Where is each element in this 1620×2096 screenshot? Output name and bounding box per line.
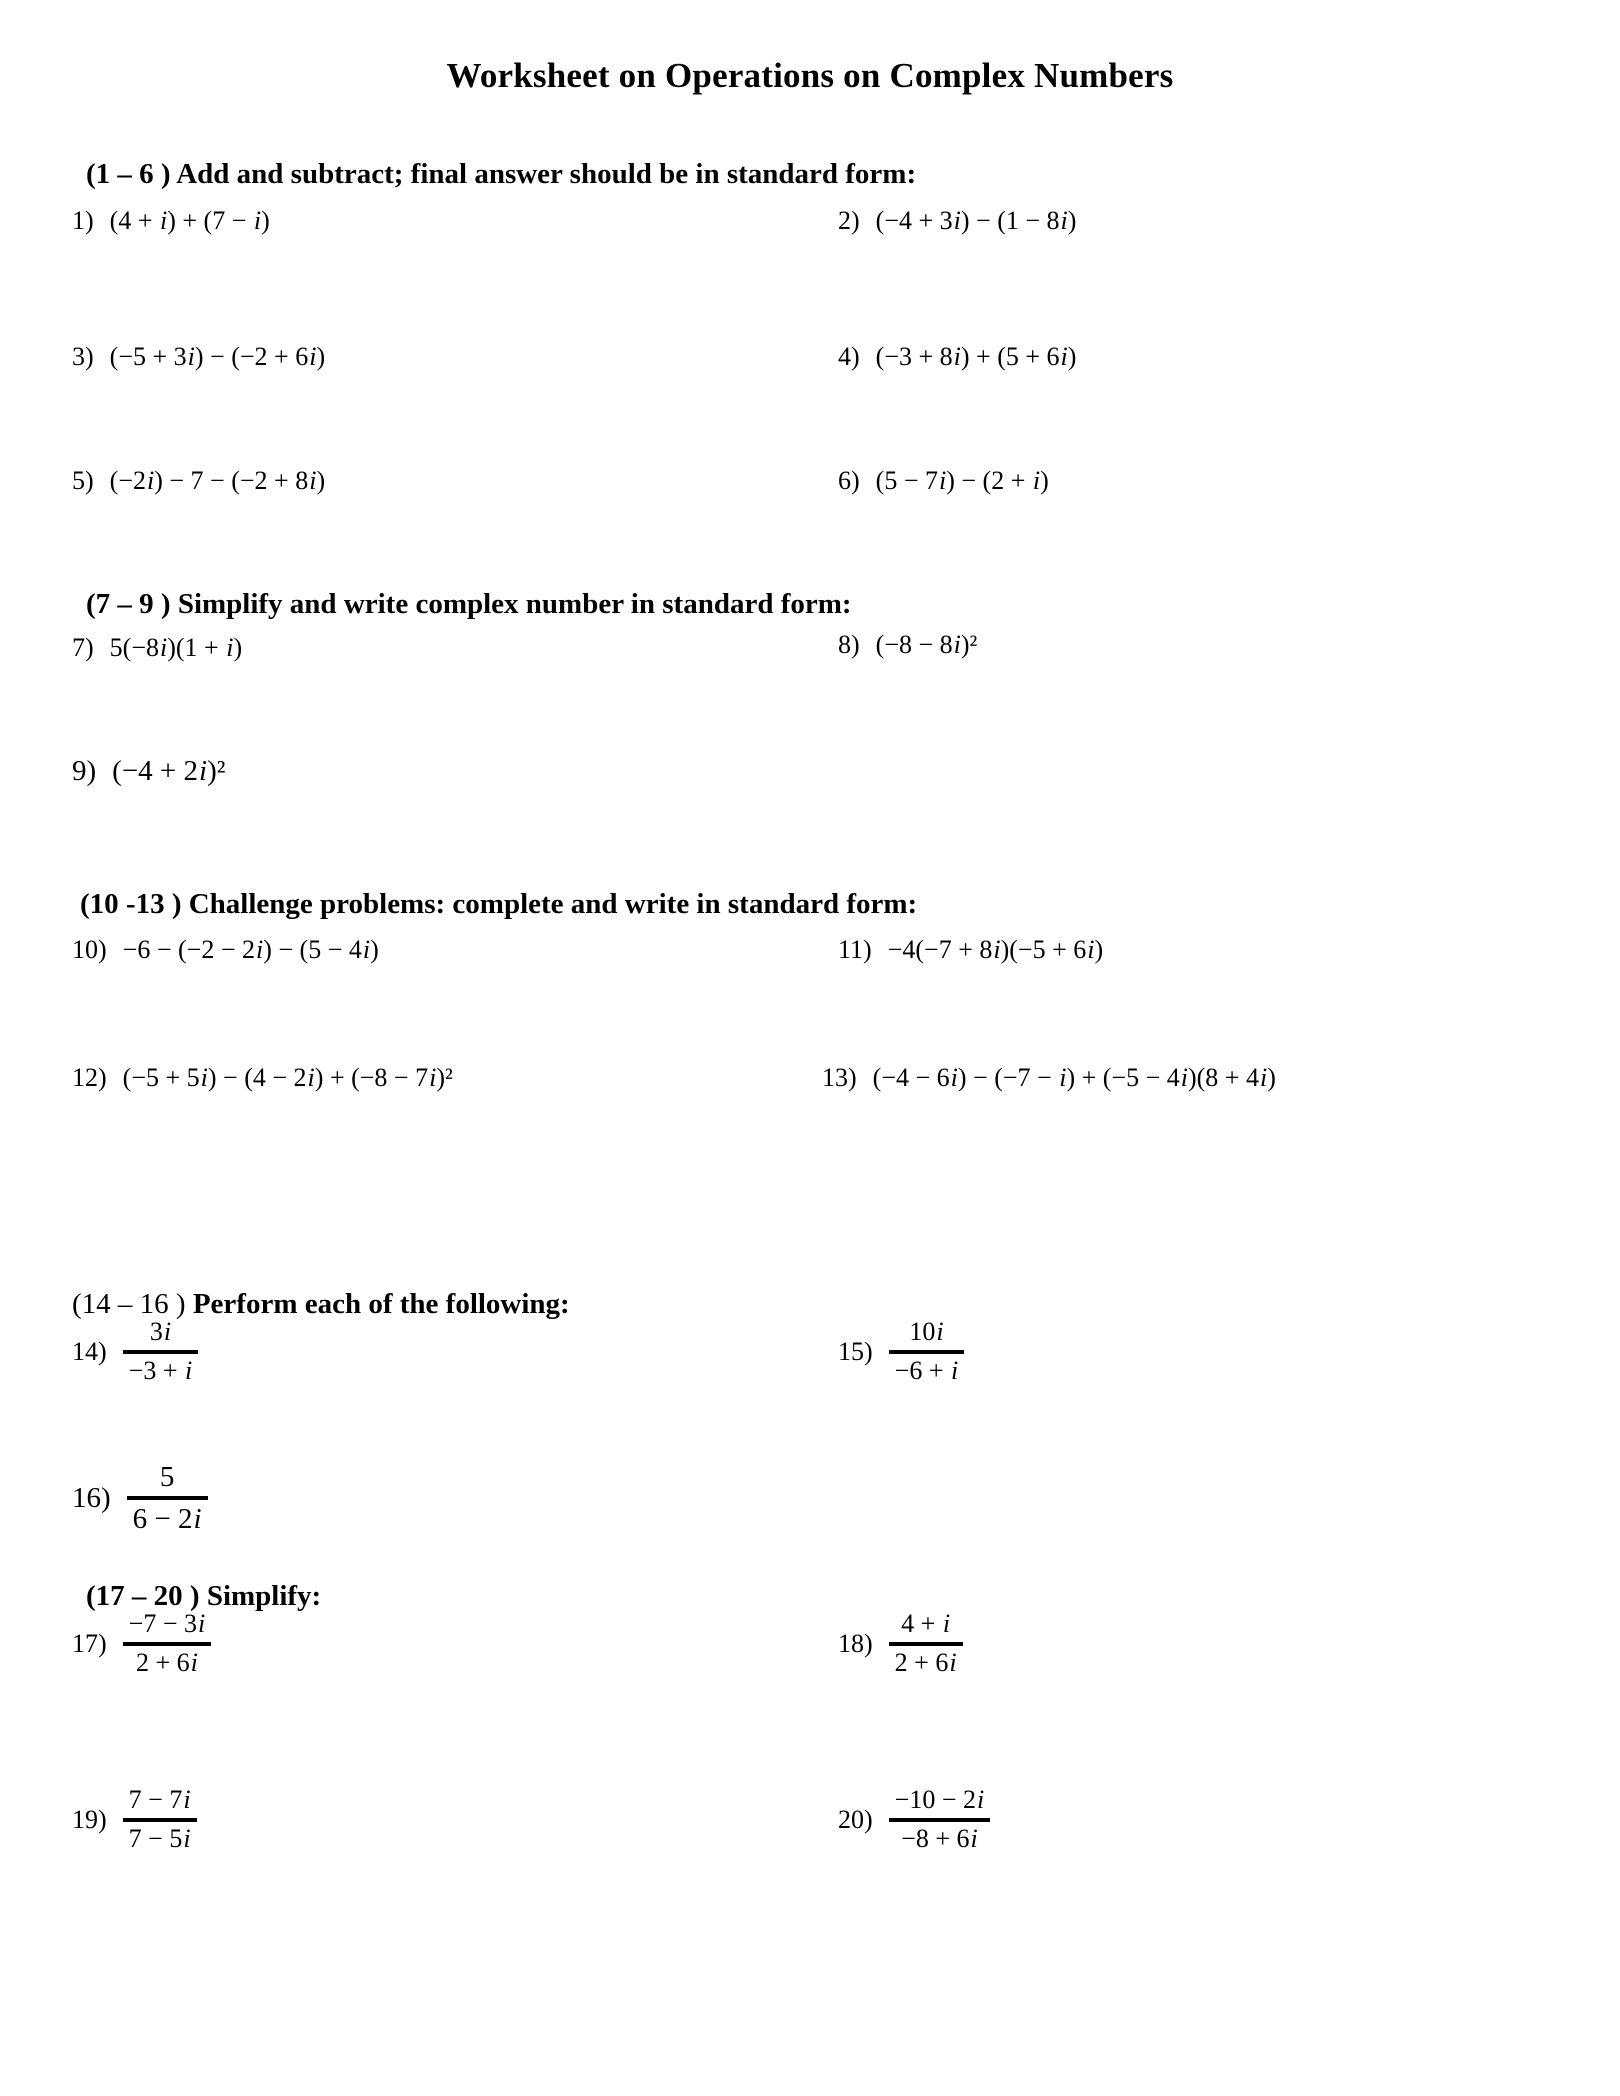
problem-20-denominator: −8 + 6i (901, 1823, 978, 1853)
section-header-1 (86, 158, 916, 191)
problem-18-number: 18) (838, 1628, 873, 1658)
problem-15-denominator: −6 + i (894, 1355, 959, 1385)
problem-15-number: 15) (838, 1336, 873, 1366)
problem-3-number: 3) (72, 342, 94, 371)
problem-15-fraction (889, 1315, 965, 1388)
problem-19-denominator: 7 − 5i (128, 1823, 191, 1853)
problem-11-number: 11) (838, 935, 872, 964)
problem-10-number: 10) (72, 935, 107, 964)
problem-4-expression: (−3 + 8i) + (5 + 6i) (875, 342, 1077, 371)
section-header-2 (86, 588, 852, 621)
problem-4-number: 4) (838, 342, 860, 371)
problem-20-fraction (889, 1783, 991, 1856)
section-4-range: (14 – 16 ) (72, 1288, 193, 1320)
problem-8-expression: (−8 − 8i)² (875, 630, 978, 659)
problem-2-expression: (−4 + 3i) − (1 − 8i) (875, 206, 1077, 235)
problem-2 (838, 206, 1076, 236)
section-header-3 (80, 888, 917, 921)
problem-16 (72, 1458, 208, 1539)
problem-1-number: 1) (72, 206, 94, 235)
problem-6 (838, 466, 1049, 496)
problem-7-number: 7) (72, 633, 94, 662)
problem-14-numerator: 3i (149, 1317, 172, 1346)
problem-7 (72, 633, 242, 663)
problem-12 (72, 1063, 453, 1093)
page-title: Worksheet on Operations on Complex Numbers (446, 56, 1174, 95)
problem-6-expression: (5 − 7i) − (2 + i) (875, 466, 1049, 495)
problem-14 (72, 1315, 198, 1388)
problem-10-expression: −6 − (−2 − 2i) − (5 − 4i) (122, 935, 379, 964)
section-5-title: (17 – 20 ) Simplify: (86, 1580, 322, 1612)
problem-6-number: 6) (838, 466, 860, 495)
problem-18-fraction (889, 1607, 963, 1680)
problem-1-expression: (4 + i) + (7 − i) (109, 206, 270, 235)
problem-20-number: 20) (838, 1804, 873, 1834)
problem-20 (838, 1783, 990, 1856)
problem-14-number: 14) (72, 1336, 107, 1366)
problem-18-denominator: 2 + 6i (894, 1647, 957, 1677)
problem-11-expression: −4(−7 + 8i)(−5 + 6i) (887, 935, 1104, 964)
section-4-title: Perform each of the following: (192, 1288, 570, 1320)
problem-7-expression: 5(−8i)(1 + i) (109, 633, 243, 662)
section-3-title: (10 -13 ) Challenge problems: complete and write in standard form: (80, 888, 918, 920)
problem-17-denominator: 2 + 6i (136, 1647, 198, 1677)
problem-8-number: 8) (838, 630, 860, 659)
problem-16-fraction (127, 1458, 208, 1539)
problem-13 (822, 1063, 1276, 1093)
problem-15-numerator: 10i (909, 1317, 944, 1346)
problem-18 (838, 1607, 963, 1680)
problem-18-numerator: 4 + i (901, 1609, 951, 1638)
problem-14-fraction (123, 1315, 199, 1388)
problem-19 (72, 1783, 197, 1856)
problem-15 (838, 1315, 964, 1388)
problem-16-denominator: 6 − 2i (132, 1503, 202, 1536)
problem-13-number: 13) (822, 1063, 857, 1092)
problem-9-expression: (−4 + 2i)² (112, 755, 226, 787)
problem-10 (72, 935, 379, 965)
problem-5 (72, 466, 325, 496)
problem-19-number: 19) (72, 1804, 107, 1834)
problem-9 (72, 755, 225, 788)
problem-8 (838, 630, 977, 660)
problem-17-numerator: −7 − 3i (128, 1609, 206, 1638)
problem-20-numerator: −10 − 2i (894, 1785, 985, 1814)
problem-17-fraction (123, 1607, 212, 1680)
problem-17 (72, 1607, 211, 1680)
problem-13-expression: (−4 − 6i) − (−7 − i) + (−5 − 4i)(8 + 4i) (872, 1063, 1276, 1092)
problem-11 (838, 935, 1103, 965)
problem-9-number: 9) (72, 755, 97, 787)
problem-12-number: 12) (72, 1063, 107, 1092)
section-1-title: (1 – 6 ) Add and subtract; final answer should be in standard form: (86, 158, 917, 190)
problem-5-expression: (−2i) − 7 − (−2 + 8i) (109, 466, 326, 495)
problem-19-numerator: 7 − 7i (128, 1785, 191, 1814)
problem-19-fraction (123, 1783, 197, 1856)
problem-3-expression: (−5 + 3i) − (−2 + 6i) (109, 342, 326, 371)
problem-4 (838, 342, 1076, 372)
problem-16-numerator: 5 (159, 1461, 175, 1493)
problem-12-expression: (−5 + 5i) − (4 − 2i) + (−8 − 7i)² (122, 1063, 453, 1092)
problem-16-number: 16) (72, 1481, 111, 1514)
problem-14-denominator: −3 + i (128, 1355, 193, 1385)
problem-3 (72, 342, 325, 372)
problem-5-number: 5) (72, 466, 94, 495)
problem-17-number: 17) (72, 1628, 107, 1658)
section-2-title: (7 – 9 ) Simplify and write complex number in standard form: (86, 588, 852, 620)
problem-2-number: 2) (838, 206, 860, 235)
problem-1 (72, 206, 270, 236)
